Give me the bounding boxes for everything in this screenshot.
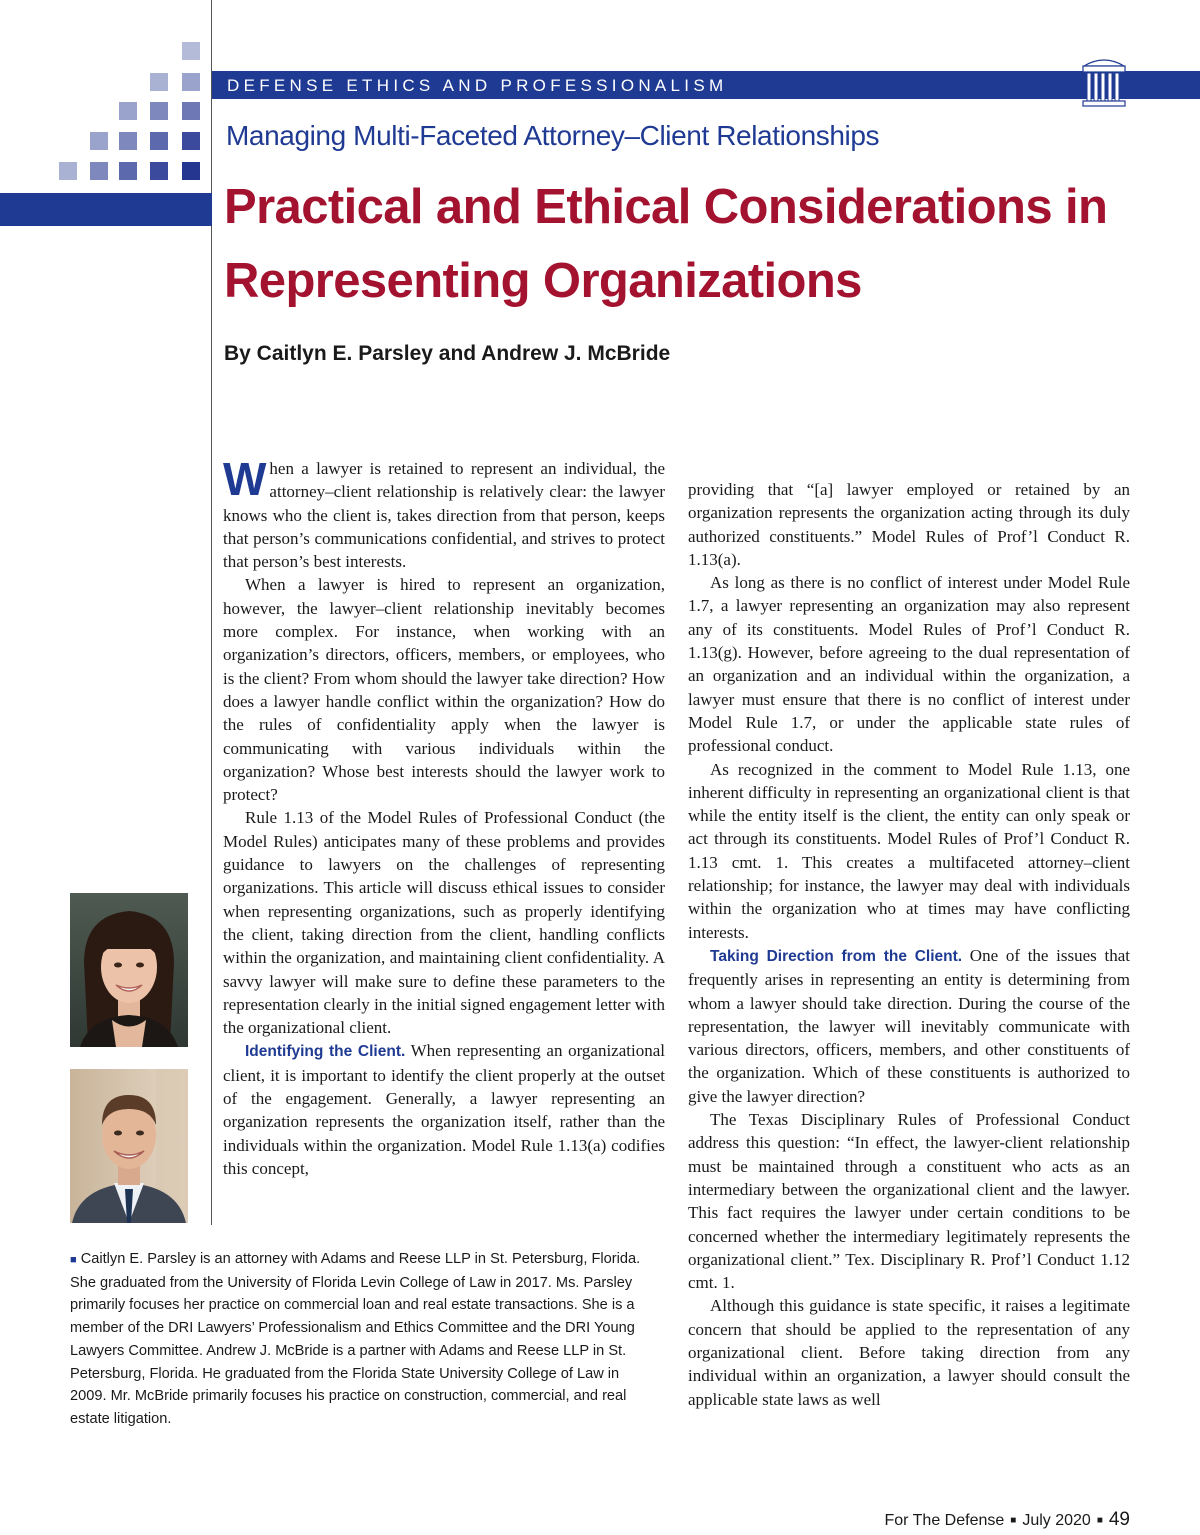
page-folio xyxy=(885,1509,1131,1531)
footnote-text: Caitlyn E. Parsley is an attorney with Adams and Reese LLP in St. Petersburg, Florida. She graduated from the University of Florida Levin College of Law in 2017. Ms. Parsley primarily focuses her practice on commercial loan and real estate transactions. She is a member of the DRI Lawyers’ Professionalism and Ethics Committee and the DRI Young Lawyers Committee. Andrew J. McBride is a partner with Adams and Reese LLP in St. Petersburg, Florida. He graduated from the Florida State University College of Law in 2009. Mr. McBride primarily focuses his practice on construction, commercial, and real estate litigation. xyxy=(70,1251,641,1427)
paragraph: The Texas Disciplinary Rules of Professional Conduct address this question: “In effect, the lawyer-client relationship must be maintained through a constituent who acts as an intermediary between the organizational client and the lawyer. This fact requires the lawyer under certain conditions to be concerned whether the intermediary legitimately represents the organizational client.” Tex. Disciplinary R. Prof’l Conduct 1.12 cmt. 1. xyxy=(688,1110,1130,1293)
paragraph: Although this guidance is state specific, it raises a legitimate concern that should be applied to the representation of any organizational client. Before taking direction from any individual within an organization, a lawyer should consult the applicable state laws as well xyxy=(688,1296,1130,1409)
subhead-identifying-the-client: Identifying the Client. xyxy=(245,1043,406,1061)
paragraph: As recognized in the comment to Model Rule 1.13, one inherent difficulty in representing an organizational client is that while the entity itself is the client, the entity can only speak or act through its constituents. Model Rules of Prof’l Conduct R. 1.13 cmt. 1. This creates a multifaceted attorney–client relationship; for instance, the lawyer may deal with individuals within the organization who at times may have conflicting interests. xyxy=(688,759,1130,942)
publication-name: For The Defense xyxy=(884,1512,1005,1529)
decor-square xyxy=(150,132,168,150)
byline: By Caitlyn E. Parsley and Andrew J. McBride xyxy=(224,342,671,365)
paragraph-text: When representing an organizational client, it is important to identify the client properly at the outset of the engagement. Generally, a lawyer representing an organization represents the organization itself, rather than the individuals within the organization. Model Rule 1.13(a) codifies this concept, xyxy=(223,1041,665,1178)
paragraph-text: One of the issues that frequently arises in representing an entity is determining from whom a lawyer should take direction. During the course of the representation, the lawyer will inevitably communicate with various directors, officers, members, and other constituents of the organization. Which of these constituents is authorized to give the lawyer direction? xyxy=(688,945,1130,1106)
greek-column-icon xyxy=(1080,56,1128,108)
decor-square xyxy=(182,132,200,150)
paragraph xyxy=(688,944,1130,1108)
decor-square xyxy=(150,162,168,180)
folio-separator: ■ xyxy=(1010,1515,1017,1526)
paragraph xyxy=(223,1039,665,1180)
article-title: Practical and Ethical Considerations in Representing Organizations xyxy=(224,180,1108,308)
page-number: 49 xyxy=(1108,1509,1130,1530)
drop-cap: W xyxy=(223,453,267,505)
left-accent-bar xyxy=(0,193,212,226)
folio-separator: ■ xyxy=(1096,1515,1103,1526)
decor-square xyxy=(90,162,108,180)
decor-square xyxy=(119,162,137,180)
subhead-taking-direction: Taking Direction from the Client. xyxy=(710,947,963,965)
decor-square xyxy=(182,162,200,180)
paragraph: providing that “[a] lawyer employed or retained by an organization represents the organization acting through its duly authorized constituents.” Model Rules of Prof’l Conduct R. 1.13(a). xyxy=(688,480,1130,569)
paragraph-text: hen a lawyer is retained to represent an individual, the attorney–client relationship is relatively clear: the lawyer knows who the client is, takes direction from that person, keeps that person’s communications confidential, and strives to protect that person’s best interests. xyxy=(223,459,665,572)
paragraph: As long as there is no conflict of interest under Model Rule 1.7, a lawyer representing an organization may also represent any of its constituents. Model Rules of Prof’l Conduct R. 1.13(g). However, before agreeing to the dual representation of an organization and an individual within the organization, a lawyer must ensure that there is no conflict of interest under Model Rule 1.7, or under the applicable state rules of professional conduct. xyxy=(688,573,1130,756)
decor-square xyxy=(182,42,200,60)
paragraph: Rule 1.13 of the Model Rules of Professional Conduct (the Model Rules) anticipates many of these problems and provides guidance to lawyers on the challenges of representing organizations. This article will discuss ethical issues to consider when representing organizations, such as properly identifying the client, taking direction from the client, handling conflicts within the organization, and maintaining client confidentiality. A savvy lawyer will make sure to define these parameters to the representation clearly in the initial signed engagement letter with the organizational client. xyxy=(223,808,665,1038)
decor-square xyxy=(150,73,168,91)
footnote-bullet: ■ xyxy=(70,1254,77,1266)
vertical-rule xyxy=(211,0,212,1225)
author-photo-parsley xyxy=(70,893,188,1047)
section-label: DEFENSE ETHICS AND PROFESSIONALISM xyxy=(227,76,728,95)
decor-square xyxy=(90,132,108,150)
paragraph xyxy=(223,453,665,573)
decor-square xyxy=(182,73,200,91)
decor-square xyxy=(119,132,137,150)
author-photo-mcbride xyxy=(70,1069,188,1223)
issue-date: July 2020 xyxy=(1022,1512,1091,1529)
paragraph: When a lawyer is hired to represent an organization, however, the lawyer–client relationship inevitably becomes more complex. For instance, when working with an organization’s directors, officers, members, or employees, who is the client? From whom should the lawyer take direction? How does a lawyer handle conflict within the organization? How do the rules of confidentiality apply when the lawyer is communicating with various individuals within the organization? Whose best interests should the lawyer work to protect? xyxy=(223,575,665,805)
author-bio-footnote xyxy=(70,1248,650,1431)
body-column-1 xyxy=(223,453,665,1180)
decor-square xyxy=(59,162,77,180)
decor-square xyxy=(150,102,168,120)
body-column-2 xyxy=(688,478,1130,1411)
article-kicker: Managing Multi-Faceted Attorney–Client Relationships xyxy=(226,120,880,151)
decor-square xyxy=(119,102,137,120)
decor-square xyxy=(182,102,200,120)
